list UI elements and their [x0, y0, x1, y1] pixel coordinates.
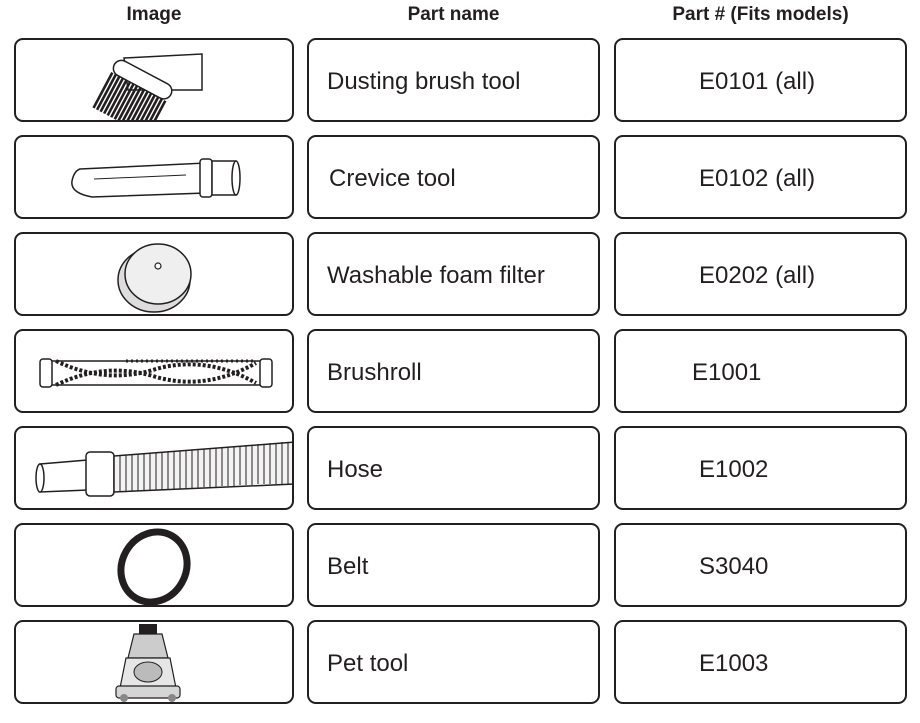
parts-row: [0, 38, 920, 124]
part-name: Dusting brush tool: [327, 68, 521, 95]
parts-row: [0, 426, 920, 512]
header-part-name: Part name: [407, 4, 500, 25]
part-number: E1002: [699, 456, 769, 483]
dusting-brush-icon: [16, 40, 294, 122]
crevice-tool-icon: [16, 137, 294, 219]
parts-row: [0, 135, 920, 221]
part-name: Pet tool: [327, 650, 409, 677]
part-number-cell: [614, 523, 907, 607]
part-number-cell: [614, 426, 907, 510]
parts-row: [0, 620, 920, 706]
part-name: Washable foam filter: [327, 262, 545, 289]
part-number-cell: [614, 38, 907, 122]
brushroll-icon: [16, 331, 294, 413]
image-cell: [14, 523, 294, 607]
part-number-cell: [614, 329, 907, 413]
part-number: E0101 (all): [699, 68, 816, 95]
part-name-cell: [307, 620, 600, 704]
image-cell: [14, 620, 294, 704]
part-number-cell: [614, 620, 907, 704]
part-number: E1001: [692, 359, 762, 386]
part-name-cell: [307, 329, 600, 413]
part-name-cell: [307, 135, 600, 219]
part-number: E1003: [699, 650, 769, 677]
image-cell: [14, 232, 294, 316]
part-name: Brushroll: [327, 359, 422, 386]
part-name-cell: [307, 232, 600, 316]
parts-row: [0, 329, 920, 415]
parts-row: [0, 523, 920, 609]
part-name: Belt: [327, 553, 369, 580]
belt-icon: [16, 525, 294, 607]
pet-tool-icon: [16, 622, 294, 704]
foam-filter-icon: [16, 234, 294, 316]
part-number: S3040: [699, 553, 769, 580]
part-name: Crevice tool: [329, 165, 456, 192]
part-name-cell: [307, 523, 600, 607]
part-name-cell: [307, 38, 600, 122]
parts-row: [0, 232, 920, 318]
part-number-cell: [614, 232, 907, 316]
image-cell: [14, 329, 294, 413]
part-number: E0202 (all): [699, 262, 816, 289]
header-part-number: Part # (Fits models): [672, 4, 849, 25]
header-image: Image: [126, 4, 182, 25]
image-cell: [14, 135, 294, 219]
image-cell: [14, 426, 294, 510]
part-name-cell: [307, 426, 600, 510]
image-cell: [14, 38, 294, 122]
part-number-cell: [614, 135, 907, 219]
part-number: E0102 (all): [699, 165, 816, 192]
part-name: Hose: [327, 456, 384, 483]
hose-icon: [16, 428, 294, 510]
